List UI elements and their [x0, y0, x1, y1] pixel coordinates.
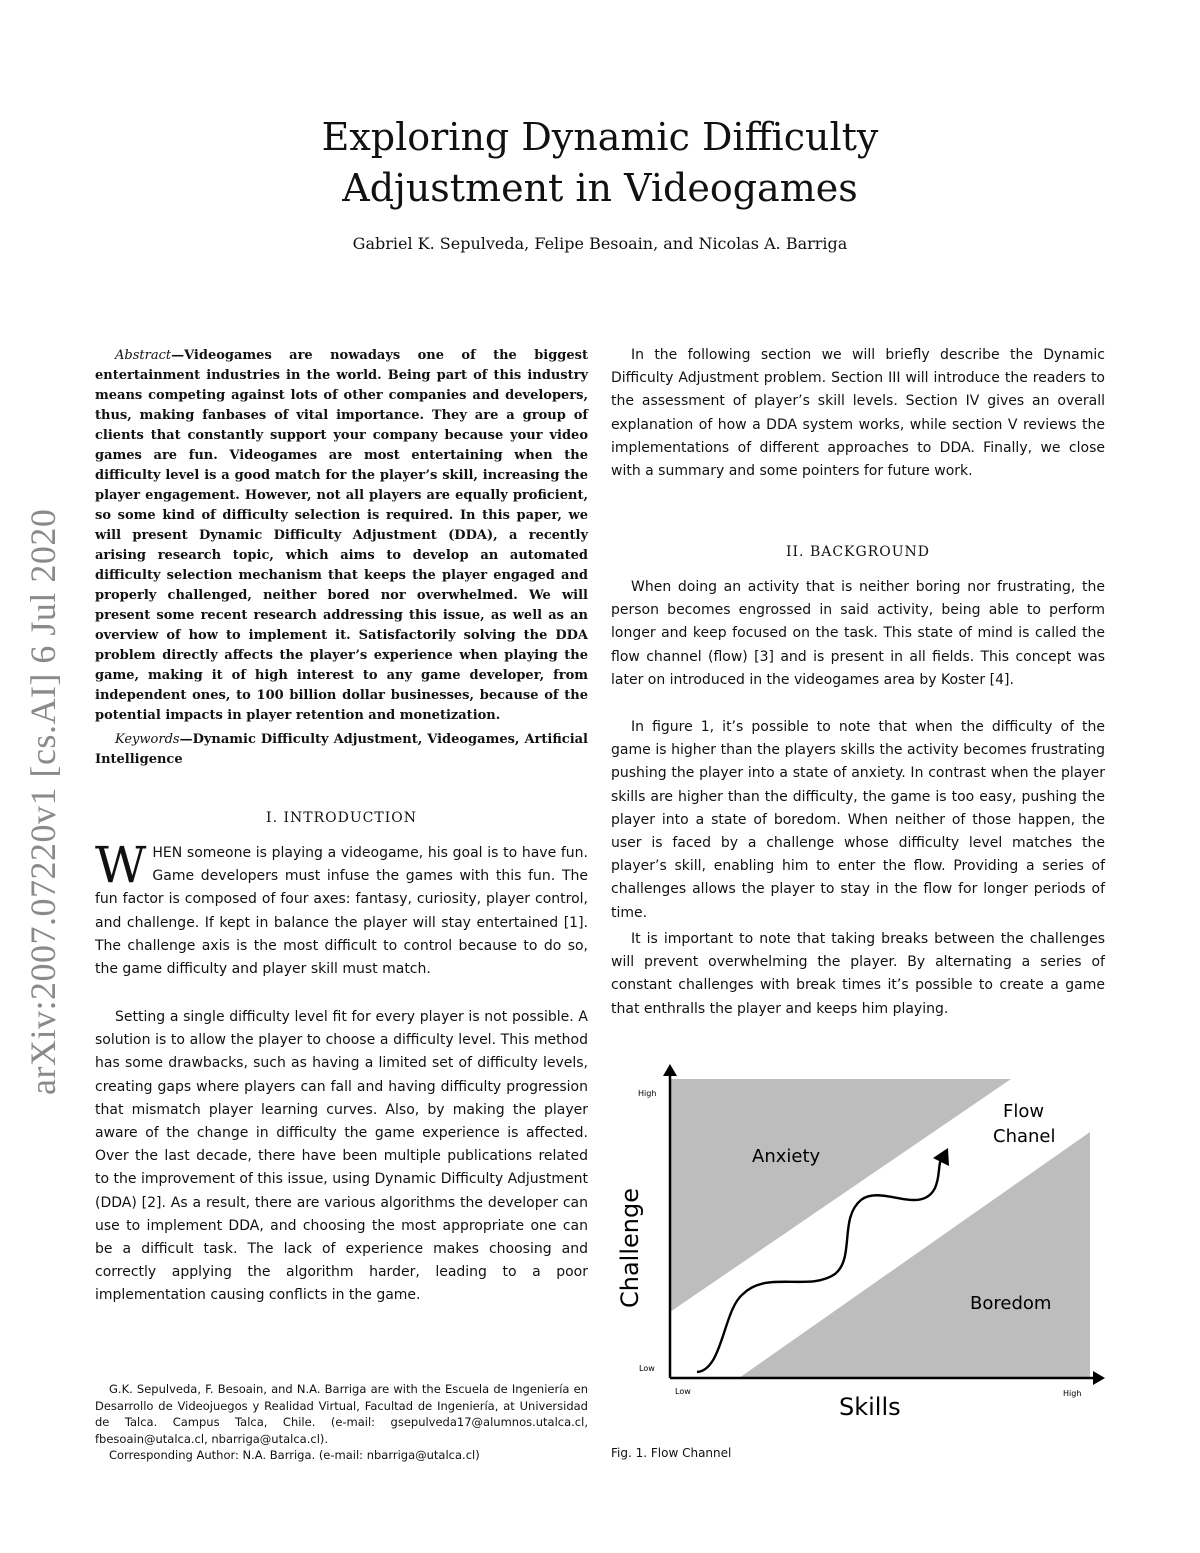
- author-footnote: [95, 1381, 588, 1464]
- flow-label-line-1: Flow: [1003, 1101, 1045, 1122]
- paper-title: [250, 112, 950, 214]
- y-axis-title: Challenge: [616, 1188, 644, 1308]
- y-high-label: High: [638, 1089, 657, 1098]
- x-low-label: Low: [675, 1387, 691, 1396]
- boredom-label: Boredom: [970, 1293, 1052, 1314]
- arxiv-identifier: arXiv:2007.07220v1 [cs.AI] 6 Jul 2020: [23, 508, 63, 1095]
- background-paragraph-1: When doing an activity that is neither boring nor frustrating, the person becomes engrossed in said activity, being able to perform longer and keep focused on the task. This state of mind is called the flow channel (flow) [3] and is present in all fields. This concept was later on introduced in the videogames area by Koster [4].: [611, 579, 1105, 688]
- abstract: [95, 346, 588, 726]
- x-axis-title: Skills: [839, 1393, 901, 1421]
- keywords-label: Keywords: [115, 732, 180, 747]
- y-low-label: Low: [639, 1364, 655, 1373]
- abstract-label: Abstract: [115, 348, 172, 363]
- y-axis-arrow: [663, 1064, 677, 1076]
- right-paragraph-outline: In the following section we will briefly describe the Dynamic Difficulty Adjustment problem. Section III will introduce the readers to the assessment of player’s skill levels. Section IV gives an overall explanation of how a DDA system works, while section V reviews the implementations of different approaches to DDA. Finally, we close with a summary and some pointers for future work.: [611, 347, 1105, 480]
- background-paragraph-2: In figure 1, it’s possible to note that when the difficulty of the game is higher than the players skills the activity becomes frustrating pushing the player into a state of anxiety. In contrast when the player skills are higher than the difficulty, the game is too easy, pushing the player into a state of boredom. When neither of those happen, the user is faced by a challenge whose difficulty level matches the player’s skill, enabling him to enter the flow. Providing a series of challenges allows the player to stay in the flow for longer periods of time.: [611, 719, 1105, 921]
- section-heading-background: II. BACKGROUND: [785, 544, 930, 560]
- intro-paragraph-2: Setting a single difficulty level fit for every player is not possible. A solution is to allow the player to choose a difficulty level. This method has some drawbacks, such as having a limited set of difficulty levels, creating gaps where players can fall and having difficulty progression that mismatch player learning curves. Also, by making the player aware of the change in difficulty the game experience is affected. Over the last decade, there have been multiple publications related to the improvement of this issue, using Dynamic Difficulty Adjustment (DDA) [2]. As a result, there are various algorithms the developer can use to implement DDA, and choosing the most appropriate one can be a difficult task. The lack of experience makes choosing and correctly applying the algorithm harder, leading to a poor implementation causing conflicts in the game.: [95, 1009, 588, 1304]
- abstract-text: —Videogames are nowadays one of the biggest entertainment industries in the world. Being part of this industry means competing against lots of other companies and developers, thus, making fanbases of vital importance. They are a group of clients that constantly support your company because your video games are fun. Videogames are most entertaining when the difficulty level is a good match for the player’s skill, increasing the player engagement. However, not all players are equally proficient, so some kind of difficulty selection is required. In this paper, we will present Dynamic Difficulty Adjustment (DDA), a recently arising research topic, which aims to develop an automated difficulty selection mechanism that keeps the player engaged and properly challenged, neither bored nor overwhelmed. We will present some recent research addressing this issue, as well as an overview of how to implement it. Satisfactorily solving the DDA problem directly affects the player’s experience when playing the game, making it of high interest to any game developer, from independent ones, to 100 billion dollar businesses, because of the potential impacts in player retention and monetization.: [95, 348, 588, 723]
- figure-caption: Fig. 1. Flow Channel: [611, 1446, 732, 1460]
- flow-label-line-2: Chanel: [993, 1126, 1056, 1147]
- background-paragraph-3: It is important to note that taking breaks between the challenges will prevent overwhelming the player. By alternating a series of constant challenges with break times it’s possible to create a game that enthralls the player and keeps him playing.: [611, 931, 1105, 1017]
- footnote-corresponding: Corresponding Author: N.A. Barriga. (e-mail: nbarriga@utalca.cl): [109, 1448, 480, 1462]
- x-axis-arrow: [1093, 1371, 1105, 1385]
- intro-paragraph-1: [95, 836, 588, 981]
- anxiety-label: Anxiety: [752, 1146, 821, 1167]
- drop-cap: W: [95, 836, 147, 894]
- keywords: [95, 730, 588, 770]
- intro-paragraph-1-text: HEN someone is playing a videogame, his goal is to have fun. Game developers must infuse the games with this fun. The fun factor is composed of four axes: fantasy, curiosity, player control, and challenge. If kept in balance the player will stay entertained [1]. The challenge axis is the most difficult to control because to do so, the game difficulty and player skill must match.: [95, 845, 588, 978]
- title-line-2: Adjustment in Videogames: [342, 166, 858, 210]
- author-list: Gabriel K. Sepulveda, Felipe Besoain, and Nicolas A. Barriga: [352, 234, 848, 253]
- flow-channel-figure: [611, 1060, 1105, 1432]
- section-heading-introduction: I. INTRODUCTION: [266, 810, 417, 826]
- footnote-affiliation: G.K. Sepulveda, F. Besoain, and N.A. Barriga are with the Escuela de Ingeniería en Desarrollo de Videojuegos y Realidad Virtual, Facultad de Ingeniería, at Universidad de Talca. Campus Talca, Chile. (e-mail: gsepulveda17@alumnos.utalca.cl, fbesoain@utalca.cl, nbarriga@utalca.cl).: [95, 1382, 588, 1446]
- title-line-1: Exploring Dynamic Difficulty: [321, 115, 879, 159]
- keywords-text: —Dynamic Difficulty Adjustment, Videogames, Artificial Intelligence: [95, 732, 588, 767]
- x-high-label: High: [1063, 1389, 1082, 1398]
